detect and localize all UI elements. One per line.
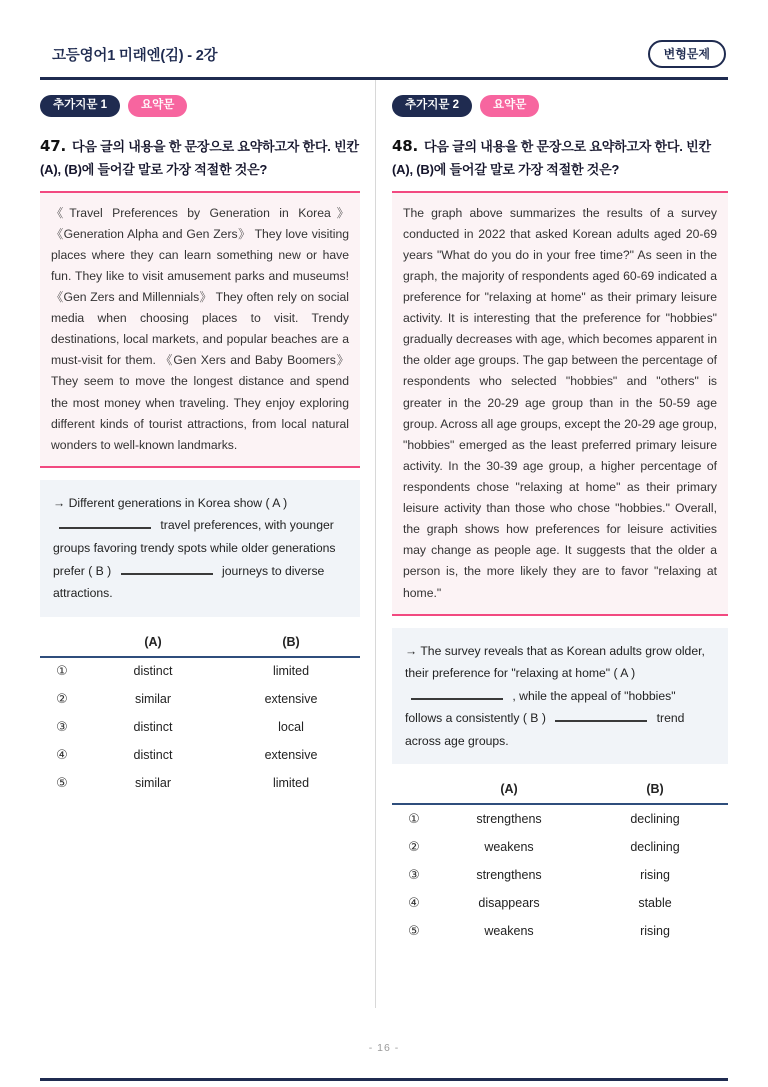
choice-b-value: limited — [272, 664, 310, 679]
table-row — [392, 889, 728, 917]
choice-number: ① — [56, 664, 68, 680]
choice-b-value: limited — [272, 776, 310, 791]
variant-problem-badge: 변형문제 — [648, 40, 726, 68]
choice-b-value: extensive — [264, 748, 318, 763]
q48-choice-table — [392, 782, 728, 945]
q47-choice-table — [40, 635, 360, 798]
choice-a-value: disappears — [478, 895, 540, 910]
column-right — [375, 80, 728, 1008]
choice-a-value: strengthens — [476, 811, 542, 826]
table-row — [40, 714, 360, 742]
two-column-layout — [40, 80, 728, 1008]
footer-divider — [40, 1078, 728, 1081]
choice-number: ④ — [56, 748, 68, 764]
extra-passage-1-badge: 추가지문 1 — [40, 95, 120, 117]
q47-passage-box — [40, 191, 360, 468]
table-row — [40, 742, 360, 770]
choice-b-value: declining — [630, 811, 680, 826]
choice-number: ⑤ — [408, 923, 420, 939]
summary-type-badge: 요약문 — [480, 95, 539, 117]
choice-a-value: distinct — [133, 748, 173, 763]
choice-number: ② — [56, 692, 68, 708]
choice-number: ③ — [408, 867, 420, 883]
column-left — [40, 80, 375, 1008]
q47-summary-part1: → Different generations in Korea show ( A ) — [53, 495, 288, 510]
q48-number: 48. — [392, 136, 418, 155]
q47-col-a-header: (A) — [144, 634, 162, 649]
q47-prompt-text: 다음 글의 내용을 한 문장으로 요약하고자 한다. 빈칸 (A), (B)에 들어갈 말로 가장 적절한 것은? — [40, 138, 359, 178]
choice-number: ③ — [56, 720, 68, 736]
q48-table-header — [392, 782, 728, 805]
choice-number: ① — [408, 811, 420, 827]
q48-blank-a — [411, 692, 503, 700]
table-row — [392, 917, 728, 945]
q48-prompt-text: 다음 글의 내용을 한 문장으로 요약하고자 한다. 빈칸 (A), (B)에 들어갈 말로 가장 적절한 것은? — [392, 138, 711, 178]
choice-b-value: local — [278, 720, 304, 735]
choice-b-value: rising — [640, 867, 670, 882]
choice-b-value: extensive — [264, 692, 318, 707]
choice-a-value: strengthens — [476, 867, 542, 882]
table-row — [392, 833, 728, 861]
choice-b-value: stable — [638, 895, 672, 910]
q47-col-b-header: (B) — [282, 634, 300, 649]
summary-type-badge: 요약문 — [128, 95, 187, 117]
q47-summary-part2: travel preferences, with younger groups favoring trendy spots while older generations prefer ( B ) — [53, 518, 336, 578]
choice-a-value: distinct — [133, 664, 173, 679]
q48-col-b-header: (B) — [646, 782, 664, 797]
q47-blank-a — [59, 521, 151, 529]
q48-tags — [392, 95, 728, 117]
q47-number: 47. — [40, 136, 66, 155]
page-header — [0, 0, 768, 68]
document-title: 고등영어1 미래엔(김) - 2강 — [52, 47, 218, 64]
table-row — [40, 658, 360, 686]
q48-prompt — [392, 134, 728, 182]
choice-number: ② — [408, 839, 420, 855]
q48-col-a-header: (A) — [500, 782, 518, 797]
q47-prompt — [40, 134, 360, 182]
q47-summary-box — [40, 480, 360, 617]
q47-tags — [40, 95, 360, 117]
choice-b-value: rising — [640, 923, 670, 938]
q48-summary-part1: → The survey reveals that as Korean adults grow older, their preference for "relaxing at home" ( A ) — [405, 643, 705, 681]
table-row — [392, 805, 728, 833]
q47-table-header — [40, 635, 360, 658]
table-row — [392, 861, 728, 889]
choice-a-value: similar — [134, 776, 172, 791]
choice-a-value: distinct — [133, 720, 173, 735]
choice-a-value: similar — [134, 692, 172, 707]
q48-header-spacer — [392, 782, 436, 796]
q48-summary-part2: , while the appeal of "hobbies" follows a consistently ( B ) — [405, 688, 676, 726]
extra-passage-2-badge: 추가지문 2 — [392, 95, 472, 117]
q47-passage-text: 《Travel Preferences by Generation in Korea》 《Generation Alpha and Gen Zers》 They love visiting places where they can learn something new or have fun. They like to visit amusement parks and museums! 《Gen Zers and Millennials》 They often rely on social media when choosing places to visit. Trendy destinations, local markets, and popular beaches are a must-visit for them. 《Gen Xers and Baby Boomers》 They seem to move the longest distance and spend the most money when traveling. They enjoy exploring different kinds of tourist attractions, from local natural wonders to well-known landmarks. — [51, 205, 349, 452]
q48-passage-box — [392, 191, 728, 616]
choice-number: ④ — [408, 895, 420, 911]
choice-a-value: weakens — [484, 923, 534, 938]
q48-blank-b — [555, 714, 647, 722]
q48-passage-text: The graph above summarizes the results of a survey conducted in 2022 that asked Korean adults aged 20-69 years "What do you do in your free time?" As seen in the graph, the majority of respondents aged 60-69 indicated a preference for "relaxing at home" as their primary leisure activity. It is interesting that the preference for "hobbies" gradually decreases with age, which becomes apparent in the older age groups. The gap between the percentage of respondents who selected "hobbies" and "others" is greater in the 20-29 age group than in the 50-59 age group. Across all age groups, except the 20-29 age group, "hobbies" emerged as the least preferred primary leisure activity. In the 30-39 age group, a higher percentage of respondents chose "relaxing at home" as their primary leisure activity than those who chose "hobbies." Overall, the graph shows how preferences for leisure activities may change as people age. It suggests that the older a person is, the more likely they are to favor "relaxing at home." — [403, 205, 717, 600]
q47-header-spacer — [40, 635, 84, 649]
table-row — [40, 686, 360, 714]
q47-blank-b — [121, 567, 213, 575]
table-row — [40, 770, 360, 798]
q47-summary-part3: journeys to diverse attractions. — [53, 563, 325, 601]
q48-summary-part3: trend across age groups. — [405, 711, 685, 748]
choice-number: ⑤ — [56, 776, 68, 792]
choice-b-value: declining — [630, 839, 680, 854]
q48-summary-box — [392, 628, 728, 765]
choice-a-value: weakens — [484, 839, 534, 854]
page-number: - 16 - — [368, 1042, 400, 1054]
